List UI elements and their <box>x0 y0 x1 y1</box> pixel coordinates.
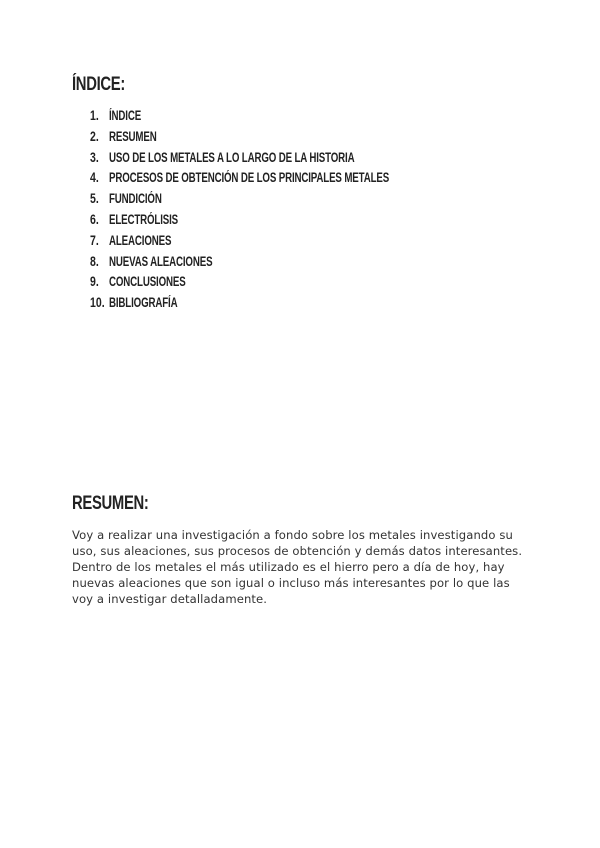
summary-heading: RESUMEN: <box>72 493 149 514</box>
toc-item <box>90 108 498 129</box>
summary-paragraph: Voy a realizar una investigación a fondo sobre los metales investigando su uso, sus aleaciones, sus procesos de obtención y demás datos interesantes. Dentro de los metales el más utilizado es el hierro pero a día de hoy, hay nuevas aleaciones que son igual o incluso más interesantes por lo que las voy a investigar detalladamente. <box>72 528 523 606</box>
toc-item-label: RESUMEN <box>109 128 157 144</box>
toc-item <box>90 233 498 254</box>
toc-item <box>90 212 498 233</box>
toc-item <box>90 295 498 316</box>
toc-item-label: ELECTRÓLISIS <box>109 211 179 227</box>
table-of-contents <box>90 108 498 316</box>
toc-item-number: 7. <box>90 232 99 248</box>
toc-item-label: ÍNDICE <box>109 108 142 123</box>
toc-item-label: ALEACIONES <box>109 232 172 248</box>
toc-item-number: 4. <box>90 170 99 186</box>
toc-item <box>90 274 498 295</box>
toc-item-number: 6. <box>90 211 99 227</box>
toc-item-number: 9. <box>90 274 99 290</box>
toc-item-number: 2. <box>90 128 99 144</box>
index-heading: ÍNDICE: <box>72 74 125 95</box>
toc-item <box>90 254 498 275</box>
toc-item-number: 5. <box>90 191 99 207</box>
toc-item-label: NUEVAS ALEACIONES <box>109 253 213 269</box>
toc-item-number: 3. <box>90 149 99 165</box>
toc-item-label: CONCLUSIONES <box>109 274 186 290</box>
toc-item-label: FUNDICIÓN <box>109 191 162 207</box>
toc-item <box>90 191 498 212</box>
toc-item <box>90 150 498 171</box>
toc-item <box>90 129 498 150</box>
toc-item-label: PROCESOS DE OBTENCIÓN DE LOS PRINCIPALES METALES <box>109 170 390 186</box>
toc-item-number: 1. <box>90 108 99 123</box>
toc-item-number: 10. <box>90 295 105 311</box>
toc-item-label: USO DE LOS METALES A LO LARGO DE LA HISTORIA <box>109 149 355 165</box>
toc-item-number: 8. <box>90 253 99 269</box>
toc-item-label: BIBLIOGRAFÍA <box>109 295 178 311</box>
toc-item <box>90 170 498 191</box>
